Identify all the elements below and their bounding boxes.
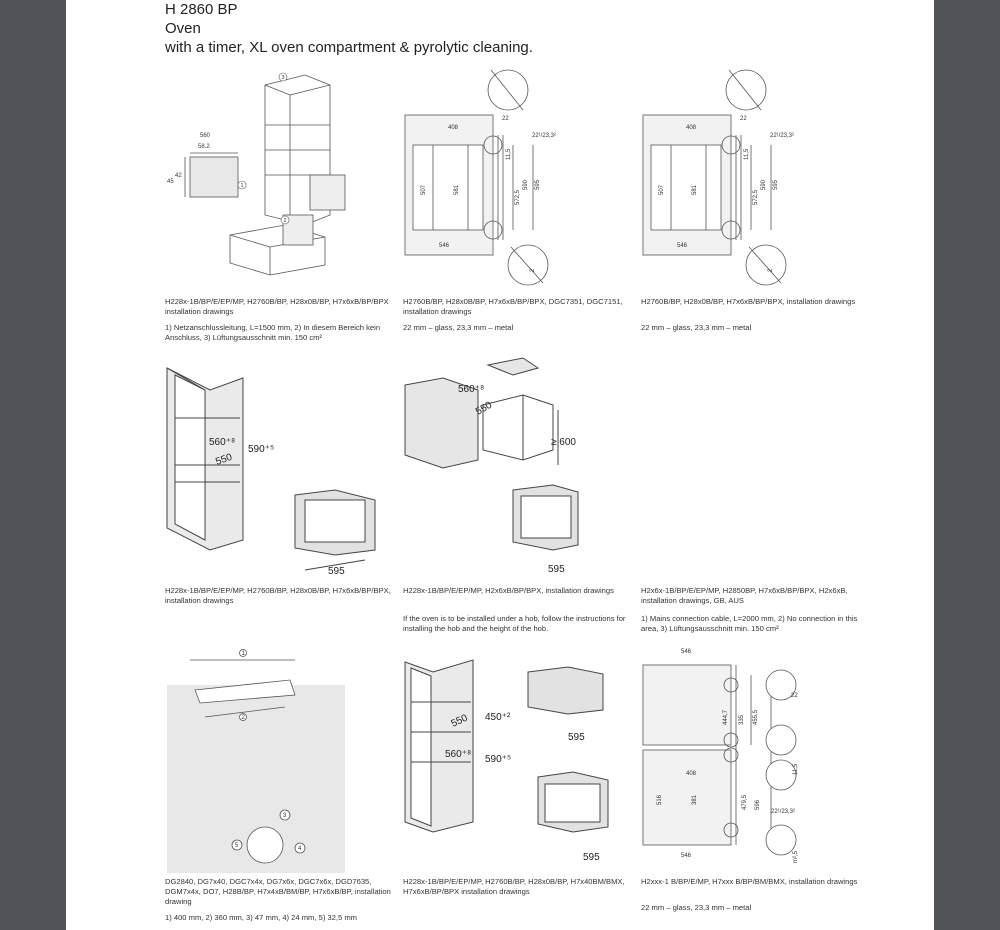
drawing-note: 1) 400 mm, 2) 360 mm, 3) 47 mm, 4) 24 mm, 5) 32,5 mm xyxy=(165,913,358,922)
installation-drawing-3 xyxy=(641,65,881,290)
dim-label: 590⁺⁵ xyxy=(485,754,512,765)
drawing-cell-1 xyxy=(165,65,405,355)
product-type: Oven xyxy=(165,20,201,37)
callout-4: 4 xyxy=(298,846,302,852)
dim-label: 22 xyxy=(502,116,509,122)
dim-label: 335 xyxy=(739,714,745,725)
dim-label: 2 xyxy=(768,268,774,272)
dim-label: 590 xyxy=(761,179,767,190)
dim-label: 590 xyxy=(523,179,529,190)
dim-label: 546 xyxy=(681,649,692,655)
dim-label: 408 xyxy=(686,771,697,777)
dim-label: 11,5 xyxy=(506,148,512,160)
drawing-cell-6 xyxy=(641,586,881,646)
product-subtitle: with a timer, XL oven compartment & pyrolytic cleaning. xyxy=(165,39,533,56)
dim-label: 58.2 xyxy=(198,144,210,150)
dim-label: 22¹/23,3² xyxy=(771,809,796,815)
dim-label: 572,5 xyxy=(753,189,759,205)
installation-drawing-8 xyxy=(403,652,643,877)
drawing-caption: H2760B/BP, H28x0B/BP, H7x6xB/BP/BPX, installation drawings xyxy=(641,297,856,306)
drawing-caption: H228x-1B/BP/E/EP/MP, H2760B/BP, H28x0B/BP, H7x40BM/BMX, H7x6xB/BP/BPX installation drawings xyxy=(403,877,625,896)
drawing-caption: H2760B/BP, H28x0B/BP, H7x6xB/BP/BPX, DGC7351, DGC7151, installation drawings xyxy=(403,297,623,316)
dim-label: 516 xyxy=(657,794,663,805)
dim-label: 595 xyxy=(568,732,585,743)
callout-1: 1 xyxy=(241,651,245,657)
installation-drawing-5 xyxy=(403,350,643,585)
callout-5: 5 xyxy=(235,843,239,849)
drawing-note: 22 mm – glass, 23,3 mm – metal xyxy=(403,323,514,332)
drawing-cell-2 xyxy=(403,65,643,355)
drawing-cell-4 xyxy=(165,360,405,620)
dim-label: 546 xyxy=(439,243,450,249)
dim-label: 595 xyxy=(548,564,565,575)
dim-label: 22 xyxy=(740,116,747,122)
dim-label: 590⁺⁵ xyxy=(248,444,275,455)
drawing-cell-5 xyxy=(403,350,643,640)
callout-1: 1 xyxy=(240,183,244,189)
dim-label: 381 xyxy=(692,794,698,805)
dim-label: 550 xyxy=(449,712,470,730)
drawing-note: 1) Mains connection cable, L=2000 mm, 2) No connection in this area, 3) Lüftungsausschnitt min. 150 cm² xyxy=(641,614,858,633)
dim-label: 507 xyxy=(421,184,427,195)
installation-drawing-9 xyxy=(641,645,881,875)
dim-label: 408 xyxy=(686,125,697,131)
drawing-note: 22 mm – glass, 23,3 mm – metal xyxy=(641,903,752,912)
document-page xyxy=(66,0,934,930)
drawing-caption: H228x-1B/BP/E/EP/MP, H2760B/BP, H28x0B/BP, H7x6xB/BP/BPX installation drawings xyxy=(165,297,389,316)
dim-label: 22¹/23,3² xyxy=(770,133,795,139)
dim-label: 546 xyxy=(677,243,688,249)
dim-label: ≥ 600 xyxy=(551,437,576,448)
dim-label: 572,5 xyxy=(515,189,521,205)
dim-label: 11,5 xyxy=(744,148,750,160)
dim-label: 11,5 xyxy=(793,763,799,775)
drawing-cell-8 xyxy=(403,652,643,927)
dim-label: 560⁺⁸ xyxy=(445,749,472,760)
drawing-cell-9 xyxy=(641,645,881,930)
dim-label: 581 xyxy=(692,184,698,195)
dim-label: 581 xyxy=(454,184,460,195)
dim-label: 455,5 xyxy=(753,709,759,725)
drawing-caption: H2xxx-1 B/BP/E/MP, H7xxx B/BP/BM/BMX, installation drawings xyxy=(641,877,858,886)
dim-label: 560 xyxy=(200,133,211,139)
model-title: H 2860 BP xyxy=(165,1,238,18)
dim-label: 2 xyxy=(530,268,536,272)
dim-label: 546 xyxy=(681,853,692,859)
dim-label: 595 xyxy=(773,179,779,190)
dim-label: 560⁺⁸ xyxy=(458,384,485,395)
dim-label: 550 xyxy=(214,451,234,468)
dim-label: 450⁺² xyxy=(485,712,511,723)
drawing-note: If the oven is to be installed under a hob, follow the instructions for installing the hob and the height of the hob. xyxy=(403,614,626,633)
installation-drawing-2 xyxy=(403,65,643,290)
dim-label: 45 xyxy=(167,179,174,185)
drawing-caption: DG2840, DG7x40, DGC7x4x, DG7x6x, DGC7x6x, DGD7635, DGM7x4x, DO7, H28B/BP, H7x4xB/BM/BP, H7x6xB/BP, installation drawing xyxy=(165,877,391,906)
dim-label: 42 xyxy=(175,173,182,179)
drawing-note: 1) Netzanschlussleitung, L=1500 mm, 2) In diesem Bereich kein Anschluss, 3) Lüftungsausschnitt min. 150 cm² xyxy=(165,323,381,342)
drawing-note: 22 mm – glass, 23,3 mm – metal xyxy=(641,323,752,332)
drawing-caption: H228x-1B/BP/E/EP/MP, H2760B/BP, H28x0B/BP, H7x6xB/BP/BPX, installation drawings xyxy=(165,586,391,605)
callout-2: 2 xyxy=(241,715,245,721)
callout-3: 3 xyxy=(281,75,285,81)
drawing-caption: H2x6x-1B/BP/E/EP/MP, H2850BP, H7x6xB/BP/BPX, H2x6xB, installation drawings, GB, AUS xyxy=(641,586,848,605)
document-header xyxy=(165,0,533,57)
dim-label: 560⁺⁸ xyxy=(209,437,236,448)
dim-label: 595 xyxy=(328,566,345,577)
drawing-cell-7 xyxy=(165,645,405,930)
dim-label: 550 xyxy=(474,399,494,418)
dim-label: 408 xyxy=(448,125,459,131)
dim-label: 479,5 xyxy=(742,794,748,810)
dim-label: 22 xyxy=(791,693,798,699)
dim-label: m²,5 xyxy=(793,851,799,863)
callout-2: 2 xyxy=(283,218,287,224)
dim-label: 595 xyxy=(583,852,600,863)
installation-drawing-7 xyxy=(165,645,405,875)
dim-label: 596 xyxy=(755,799,761,810)
drawing-caption: H228x-1B/BP/E/EP/MP, H2x6xB/BP/BPX, installation drawings xyxy=(403,586,614,595)
dim-label: 22¹/23,3² xyxy=(532,133,557,139)
installation-drawing-1 xyxy=(165,65,405,290)
dim-label: 444,7 xyxy=(723,709,729,725)
callout-3: 3 xyxy=(283,813,287,819)
dim-label: 595 xyxy=(535,179,541,190)
dim-label: 507 xyxy=(659,184,665,195)
drawing-cell-3 xyxy=(641,65,881,355)
installation-drawing-4 xyxy=(165,360,405,585)
